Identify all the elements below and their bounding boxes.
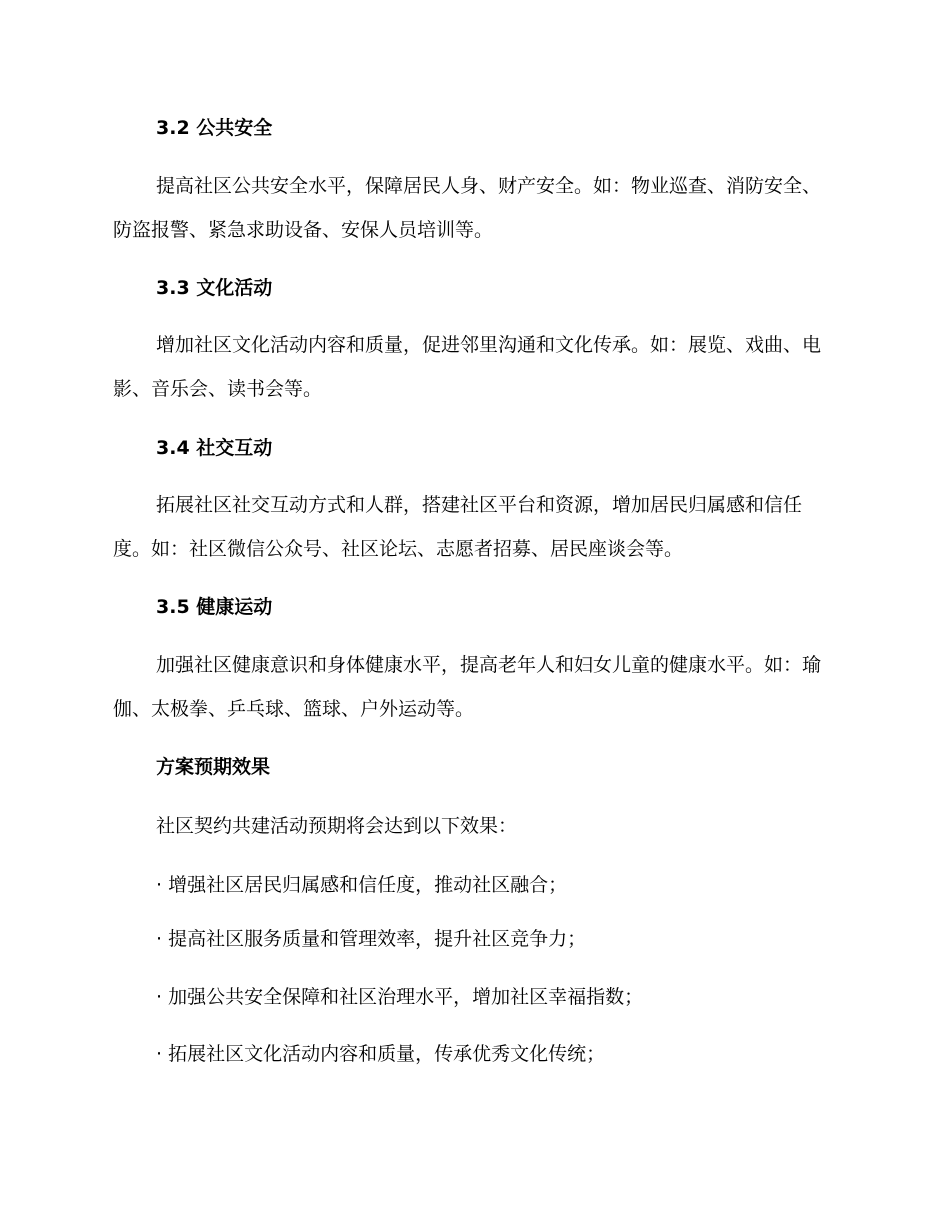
section-heading: 3.5 健康运动 [156, 596, 273, 618]
section-paragraph [113, 323, 835, 411]
effects-heading: 方案预期效果 [156, 756, 271, 778]
section-heading: 3.2 公共安全 [156, 117, 273, 139]
section-paragraph-text: 加强社区健康意识和身体健康水平，提高老年人和妇女儿童的健康水平。如：瑜伽、太极拳、乒乓球、篮球、户外运动等。 [113, 654, 822, 720]
bullet-item: · 增强社区居民归属感和信任度，推动社区融合； [156, 874, 568, 896]
bullet-item: · 提高社区服务质量和管理效率，提升社区竞争力； [156, 928, 587, 950]
section-paragraph-text: 增加社区文化活动内容和质量，促进邻里沟通和文化传承。如：展览、戏曲、电影、音乐会、读书会等。 [113, 334, 822, 400]
section-paragraph [113, 483, 835, 571]
section-paragraph-text: 提高社区公共安全水平，保障居民人身、财产安全。如：物业巡查、消防安全、防盗报警、紧急求助设备、安保人员培训等。 [113, 175, 822, 241]
effects-intro: 社区契约共建活动预期将会达到以下效果： [156, 815, 518, 837]
bullet-item: · 拓展社区文化活动内容和质量，传承优秀文化传统； [156, 1043, 606, 1065]
section-paragraph-text: 拓展社区社交互动方式和人群，搭建社区平台和资源，增加居民归属感和信任度。如：社区微信公众号、社区论坛、志愿者招募、居民座谈会等。 [113, 494, 803, 560]
section-heading: 3.3 文化活动 [156, 277, 273, 299]
bullet-item: · 加强公共安全保障和社区治理水平，增加社区幸福指数； [156, 986, 644, 1008]
section-paragraph [113, 643, 835, 731]
section-paragraph [113, 164, 835, 252]
section-heading: 3.4 社交互动 [156, 437, 273, 459]
